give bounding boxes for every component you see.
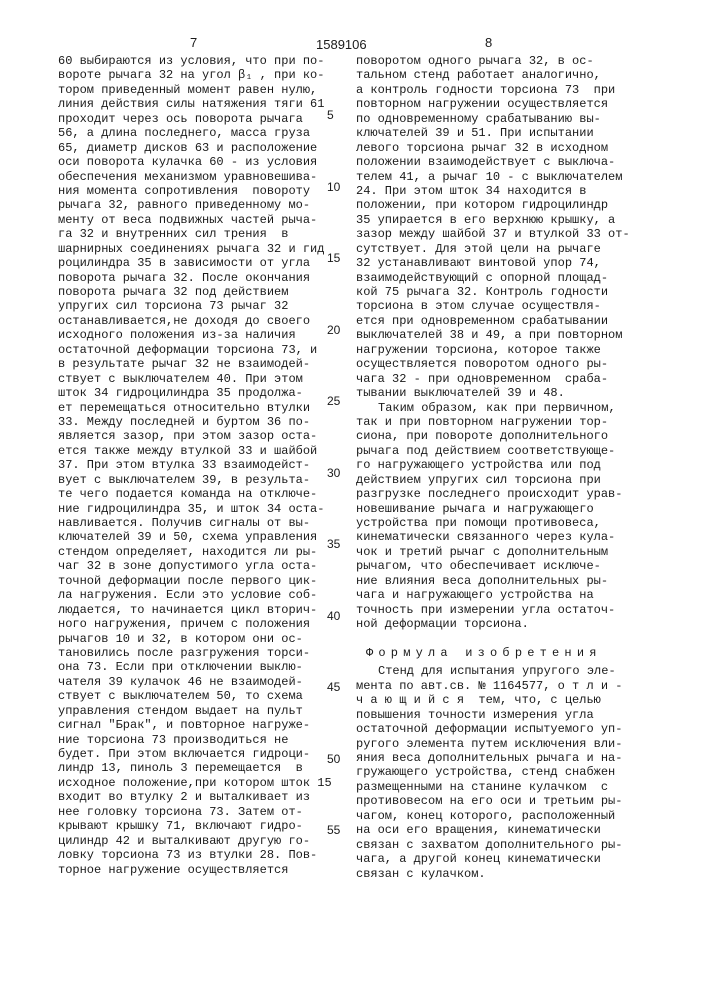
- text-line: обеспечения механизмом уравновешива-: [58, 170, 332, 184]
- text-line: ния момента сопротивления повороту: [58, 184, 332, 198]
- text-line: навливается. Получив сигналы от вы-: [58, 516, 332, 530]
- text-line: ствует с выключателем 50, то схема: [58, 689, 332, 703]
- text-line: размещенными на станине кулачком с: [356, 780, 630, 794]
- text-line: шарнирных соединениях рычага 32 и гид: [58, 242, 332, 256]
- text-line: по одновременному срабатыванию вы-: [356, 112, 630, 126]
- text-line: поворотом одного рычага 32, в ос-: [356, 54, 630, 68]
- text-line: выключателей 38 и 49, а при повторном: [356, 328, 630, 342]
- text-line: ние влияния веса дополнительных ры-: [356, 574, 630, 588]
- text-line: го нагружающего устройства или под: [356, 458, 630, 472]
- text-line: рычагов 10 и 32, в котором они ос-: [58, 632, 332, 646]
- text-line: разгрузке последнего происходит урав-: [356, 487, 630, 501]
- text-line: осуществляется поворотом одного ры-: [356, 357, 630, 371]
- text-line: так и при повторном нагружении тор-: [356, 415, 630, 429]
- text-line: ет перемещаться относительно втулки: [58, 401, 332, 415]
- text-line: тановились после разгружения торси-: [58, 646, 332, 660]
- text-line: ние торсиона 73 производиться не: [58, 733, 332, 747]
- text-line: линдр 13, пиноль 3 перемещается в: [58, 761, 332, 775]
- text-line: действием упругих сил торсиона при: [356, 473, 630, 487]
- line-number: 55: [327, 823, 340, 837]
- text-line: управления стендом выдает на пульт: [58, 704, 332, 718]
- line-number: 25: [327, 394, 340, 408]
- text-line: входит во втулку 2 и выталкивает из: [58, 790, 332, 804]
- text-line: рычага под действием соответствующе-: [356, 444, 630, 458]
- text-line: чателя 39 кулачок 46 не взаимодей-: [58, 675, 332, 689]
- text-line: точность при измерении угла остаточ-: [356, 603, 630, 617]
- text-line: ключателей 39 и 50, схема управления: [58, 530, 332, 544]
- line-number: 50: [327, 752, 340, 766]
- text-line: положении, при котором гидроцилиндр: [356, 198, 630, 212]
- text-line: сутствует. Для этой цели на рычаге: [356, 242, 630, 256]
- left-text-column: [58, 54, 332, 877]
- text-line: поворота рычага 32. После окончания: [58, 271, 332, 285]
- page-number-left: 7: [190, 35, 197, 50]
- line-number: 5: [327, 108, 334, 122]
- text-line: новешивание рычага и нагружающего: [356, 502, 630, 516]
- text-line: кинематически связанного через кула-: [356, 530, 630, 544]
- text-line: ключателей 39 и 51. При испытании: [356, 126, 630, 140]
- text-line: крывают крышку 71, включают гидро-: [58, 819, 332, 833]
- text-line: га 32 и внутренних сил трения в: [58, 227, 332, 241]
- text-line: а контроль годности торсиона 73 при: [356, 83, 630, 97]
- text-line: линия действия силы натяжения тяги 61: [58, 97, 332, 111]
- text-line: кой 75 рычага 32. Контроль годности: [356, 285, 630, 299]
- text-line: ного нагружения, причем с положения: [58, 617, 332, 631]
- text-line: торное нагружение осуществляется: [58, 863, 332, 877]
- text-line: чага 32 - при одновременном сраба-: [356, 372, 630, 386]
- text-line: исходного положения из-за наличия: [58, 328, 332, 342]
- text-line: положении взаимодействует с выключа-: [356, 155, 630, 169]
- text-line: рычагом, что обеспечивает исключе-: [356, 559, 630, 573]
- text-line: тальном стенд работает аналогично,: [356, 68, 630, 82]
- right-text-column: [356, 54, 630, 881]
- text-line: торсиона в этом случае осуществля-: [356, 299, 630, 313]
- text-line: те чего подается команда на отключе-: [58, 487, 332, 501]
- text-line: 35 упирается в его верхнюю крышку, а: [356, 213, 630, 227]
- text-line: она 73. Если при отключении выклю-: [58, 660, 332, 674]
- text-line: телем 41, а рычаг 10 - с выключателем: [356, 170, 630, 184]
- text-line: повышения точности измерения угла: [356, 708, 630, 722]
- text-line: устройства при помощи противовеса,: [356, 516, 630, 530]
- text-line: 32 устанавливают винтовой упор 74,: [356, 256, 630, 270]
- text-line: ется при одновременном срабатывании: [356, 314, 630, 328]
- line-number: 20: [327, 323, 340, 337]
- text-line: ной деформации торсиона.: [356, 617, 630, 631]
- text-line: роцилиндра 35 в зависимости от угла: [58, 256, 332, 270]
- text-line: чаг 32 в зоне допустимого угла оста-: [58, 559, 332, 573]
- text-line: противовесом на его оси и третьим ры-: [356, 794, 630, 808]
- text-line: остаточной деформации торсиона 73, и: [58, 343, 332, 357]
- text-line: взаимодействующий с опорной площад-: [356, 271, 630, 285]
- text-line: Стенд для испытания упругого эле-: [356, 664, 630, 678]
- text-line: упругих сил торсиона 73 рычаг 32: [58, 299, 332, 313]
- text-line: менту от веса подвижных частей рыча-: [58, 213, 332, 227]
- text-line: тывании выключателей 39 и 48.: [356, 386, 630, 400]
- line-number: 30: [327, 466, 340, 480]
- text-line: ловку торсиона 73 из втулки 28. Пов-: [58, 848, 332, 862]
- text-line: остаточной деформации испытуемого уп-: [356, 722, 630, 736]
- text-line: повторном нагружении осуществляется: [356, 97, 630, 111]
- text-line: 56, а длина последнего, масса груза: [58, 126, 332, 140]
- text-line: связан с кулачком.: [356, 867, 630, 881]
- text-line: точной деформации после первого цик-: [58, 574, 332, 588]
- text-line: вует с выключателем 39, в результа-: [58, 473, 332, 487]
- line-number: 35: [327, 537, 340, 551]
- text-line: людается, то начинается цикл вторич-: [58, 603, 332, 617]
- page-number-right: 8: [485, 35, 492, 50]
- text-line: будет. При этом включается гидроци-: [58, 747, 332, 761]
- text-line: нагружении торсиона, которое также: [356, 343, 630, 357]
- line-number: 15: [327, 251, 340, 265]
- text-line: рычага 32, равного приведенному мо-: [58, 198, 332, 212]
- text-line: поворота рычага 32 под действием: [58, 285, 332, 299]
- text-line: 60 выбираются из условия, что при по-: [58, 54, 332, 68]
- text-line: в результате рычаг 32 не взаимодей-: [58, 357, 332, 371]
- text-line: тором приведенный момент равен нулю,: [58, 83, 332, 97]
- text-line: оси поворота кулачка 60 - из условия: [58, 155, 332, 169]
- text-line: чок и третий рычаг с дополнительным: [356, 545, 630, 559]
- text-line: ла нагружения. Если это условие соб-: [58, 588, 332, 602]
- patent-number: 1589106: [316, 37, 367, 52]
- text-line: исходное положение,при котором шток 15: [58, 776, 332, 790]
- text-line: стендом определяет, находится ли ры-: [58, 545, 332, 559]
- text-line: ется также между втулкой 33 и шайбой: [58, 444, 332, 458]
- text-line: является зазор, при этом зазор оста-: [58, 429, 332, 443]
- text-line: 24. При этом шток 34 находится в: [356, 184, 630, 198]
- text-line: яния веса дополнительных рычага и на-: [356, 751, 630, 765]
- text-line: 65, диаметр дисков 63 и расположение: [58, 141, 332, 155]
- text-line: сигнал "Брак", и повторное нагруже-: [58, 718, 332, 732]
- text-line: 33. Между последней и буртом 36 по-: [58, 415, 332, 429]
- text-line: ч а ю щ и й с я тем, что, с целью: [356, 693, 630, 707]
- text-line: левого торсиона рычаг 32 в исходном: [356, 141, 630, 155]
- text-line: чагом, конец которого, расположенный: [356, 809, 630, 823]
- text-line: гружающего устройства, стенд снабжен: [356, 765, 630, 779]
- text-line: ругого элемента путем исключения вли-: [356, 737, 630, 751]
- text-line: мента по авт.св. № 1164577, о т л и -: [356, 679, 630, 693]
- text-line: зазор между шайбой 37 и втулкой 33 от-: [356, 227, 630, 241]
- text-line: чага, а другой конец кинематически: [356, 852, 630, 866]
- text-line: останавливается,не доходя до своего: [58, 314, 332, 328]
- text-line: ние гидроцилиндра 35, и шток 34 оста-: [58, 502, 332, 516]
- text-line: цилиндр 42 и выталкивают другую го-: [58, 834, 332, 848]
- text-line: проходит через ось поворота рычага: [58, 112, 332, 126]
- claims-heading: Формула изобретения: [356, 646, 630, 660]
- text-line: чага и нагружающего устройства на: [356, 588, 630, 602]
- line-number: 10: [327, 180, 340, 194]
- text-line: 37. При этом втулка 33 взаимодейст-: [58, 458, 332, 472]
- text-line: ствует с выключателем 40. При этом: [58, 372, 332, 386]
- text-line: нее головку торсиона 73. Затем от-: [58, 805, 332, 819]
- text-line: связан с захватом дополнительного ры-: [356, 838, 630, 852]
- line-number: 45: [327, 680, 340, 694]
- line-number: 40: [327, 609, 340, 623]
- text-line: шток 34 гидроцилиндра 35 продолжа-: [58, 386, 332, 400]
- text-line: Таким образом, как при первичном,: [356, 401, 630, 415]
- text-line: на оси его вращения, кинематически: [356, 823, 630, 837]
- text-line: вороте рычага 32 на угол β₁ , при ко-: [58, 68, 332, 82]
- text-line: сиона, при повороте дополнительного: [356, 429, 630, 443]
